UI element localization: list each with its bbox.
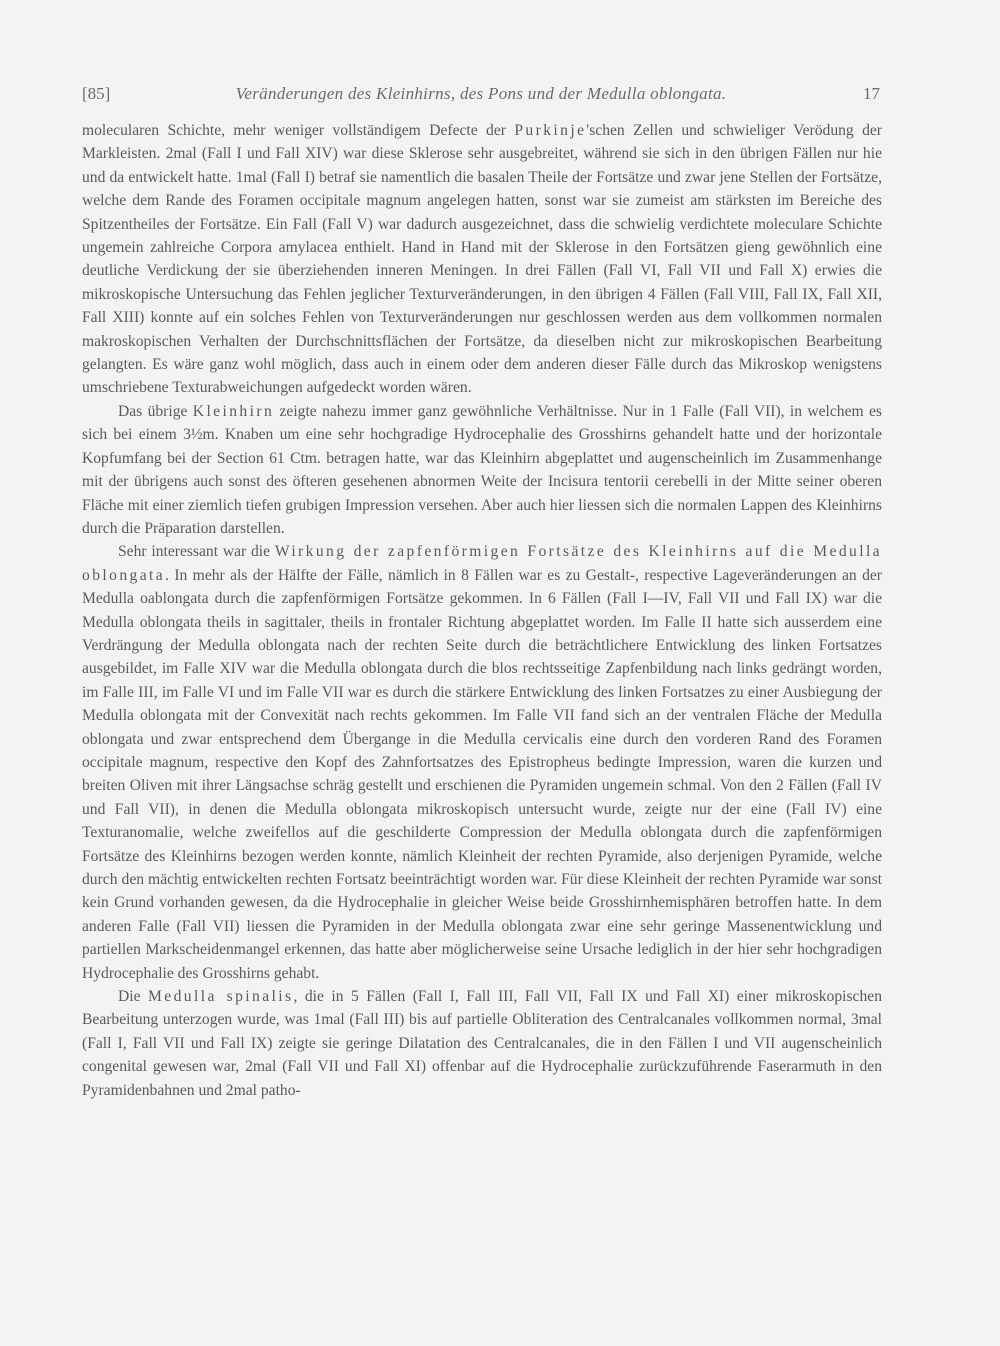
text-run: molecularen Schichte, mehr weniger vollständigem Defecte der [82,122,515,139]
spaced-term-wirkung: Wirkung der zapfenförmigen Fortsätze des Kleinhirns auf die Medulla oblongata [82,543,882,584]
text-run: zeigte nahezu immer ganz gewöhnliche Verhältnisse. Nur in 1 Falle (Fall VII), in welchem es sich bei einem 3½m. Knaben um eine sehr hochgradige Hydrocephalie des Grosshirns gehandelt hatte und der horizontale Kopfumfang bei der Section 61 Ctm. betragen hatte, war das Kleinhirn abgeplattet und augenscheinlich im Zusammenhange mit der übrigens auch sonst des öfteren gesehenen abnormen Weite der Incisura tentorii cerebelli in der Mitte seiner oberen Fläche mit einer ziemlich tiefen grubigen Impression versehen. Aber auch hier liessen sich die normalen Lappen des Kleinhirns durch die Präparation darstellen. [82,402,882,537]
spaced-name-purkinje: Purkinje [514,122,587,139]
text-run: Die [118,988,148,1006]
spaced-term-medulla-spinalis: Medulla spinalis [148,988,294,1006]
text-run: Das übrige [118,402,193,420]
spaced-term-kleinhirn: Kleinhirn [192,402,275,420]
body-text [82,119,882,1102]
paragraph-4 [82,985,882,1102]
text-run: Sehr interessant war die [118,543,275,561]
page-reference: [85] [82,84,111,103]
paragraph-2 [82,400,882,540]
text-run: 'schen Zellen und schwieliger Verödung der Markleisten. 2mal (Fall I und Fall XIV) war diese Sklerose sehr ausgebreitet, während sie sich in den übrigen Fällen nur hie und da entwickelt hatte. 1mal (Fall I) betraf sie namentlich die basalen Theile der Fortsätze und zwar jene Stellen der Fortsätze, welche dem Rande des Foramen occipitale magnum angelegen hatten, sonst war sie zumeist am stärksten im Bereiche des Spitzentheiles der Fortsätze. Ein Fall (Fall V) war dadurch ausgezeichnet, dass die schwielig verdichtete moleculare Schichte ungemein zahlreiche Corpora amylacea enthielt. Hand in Hand mit der Sklerose in den Fortsätzen gieng gewöhnlich eine deutliche Verdickung der sie überziehenden inneren Meningen. In drei Fällen (Fall VI, Fall VII und Fall X) erwies die mikroskopische Untersuchung das Fehlen jeglicher Texturveränderungen, in den übrigen 4 Fällen (Fall VIII, Fall IX, Fall XII, Fall XIII) konnte auf ein solches Fehlen von Texturveränderungen nur geschlossen werden aus dem vollkommen normalen makroskopischen Verhalten der Durchschnittsflächen der Fortsätze, da dieselben nicht zur mikroskopischen Bearbeitung gelangten. Es wäre ganz wohl möglich, dass auch in einem oder dem anderen dieser Fälle durch das Mikroskop wenigstens umschriebene Texturabweichungen aufgedeckt worden wären. [82,122,882,397]
running-header [82,84,880,108]
page-number: 17 [863,84,880,103]
paragraph-3 [82,540,882,985]
running-title: Veränderungen des Kleinhirns, des Pons und der Medulla oblongata. [235,84,727,103]
text-run: . In mehr als der Hälfte der Fälle, nämlich in 8 Fällen war es zu Gestalt-, respective Lageveränderungen an der Medulla oablongata durch die zapfenförmigen Fortsätze gekommen. In 6 Fällen (Fall I—IV, Fall VII und Fall IX) war die Medulla oblongata theils in sagittaler, theils in frontaler Richtung abgeplattet worden. Im Falle II hatte sich ausserdem eine Verdrängung der Medulla oblongata nach der rechten Seite durch die beträchtlichere Entwicklung des linken Fortsatzes ausgebildet, im Falle XIV war die Medulla oblongata durch die blos rechtsseitige Zapfenbildung nach links gedrängt worden, im Falle III, im Falle VI und im Falle VII war es durch die stärkere Entwicklung des linken Fortsatzes zu einer Ausbiegung der Medulla oblongata mit der Convexität nach rechts gekommen. Im Falle VII fand sich an der ventralen Fläche der Medulla oblongata und zwar entsprechend dem Übergange in die Medulla cervicalis eine durch den vorderen Rand des Foramen occipitale magnum, respective den Kopf des Zahnfortsatzes des Epistropheus bedingte Impression, waren die kurzen und breiten Oliven mit ihrer Längsachse schräg gestellt und erschienen die Pyramiden ungemein schmal. Von den 2 Fällen (Fall IV und Fall VII), in denen die Medulla oblongata mikroskopisch untersucht wurde, zeigte nur der eine (Fall IV) eine Texturanomalie, welche zweifellos auf die geschilderte Compression der Medulla oblongata durch die zapfenförmigen Fortsätze des Kleinhirns bezogen werden konnte, nämlich Kleinheit der rechten Pyramide, also derjenigen Pyramide, welche durch den mächtig entwickelten rechten Fortsatz beeinträchtigt worden war. Für diese Kleinheit der rechten Pyramide war sonst kein Grund vorhanden gewesen, da die Hydrocephalie in gleicher Weise beide Grosshirnhemisphären betroffen hatte. In dem anderen Falle (Fall VII) liessen die Pyramiden in der Medulla oblongata zwar eine sehr geringe Massenentwicklung und partiellen Markscheidenmangel erkennen, das hatte aber möglicherweise seine Ursache lediglich in der hier sehr hochgradigen Hydrocephalie des Grosshirns gehabt. [82,566,882,982]
paragraph-1 [82,119,882,400]
text-run: , die in 5 Fällen (Fall I, Fall III, Fall VII, Fall IX und Fall XI) einer mikroskopischen Bearbeitung unterzogen wurde, was 1mal (Fall III) bis auf partielle Obliteration des Centralcanales vollkommen normal, 3mal (Fall I, Fall VII und Fall IX) zeigte sie geringe Dilatation des Centralcanales, die in den Fällen I und VII augenscheinlich congenital gewesen war, 2mal (Fall VII und Fall XI) offenbar auf die Hydrocephalie zurückzuführende Faserarmuth in den Pyramidenbahnen und 2mal patho- [82,988,882,1099]
